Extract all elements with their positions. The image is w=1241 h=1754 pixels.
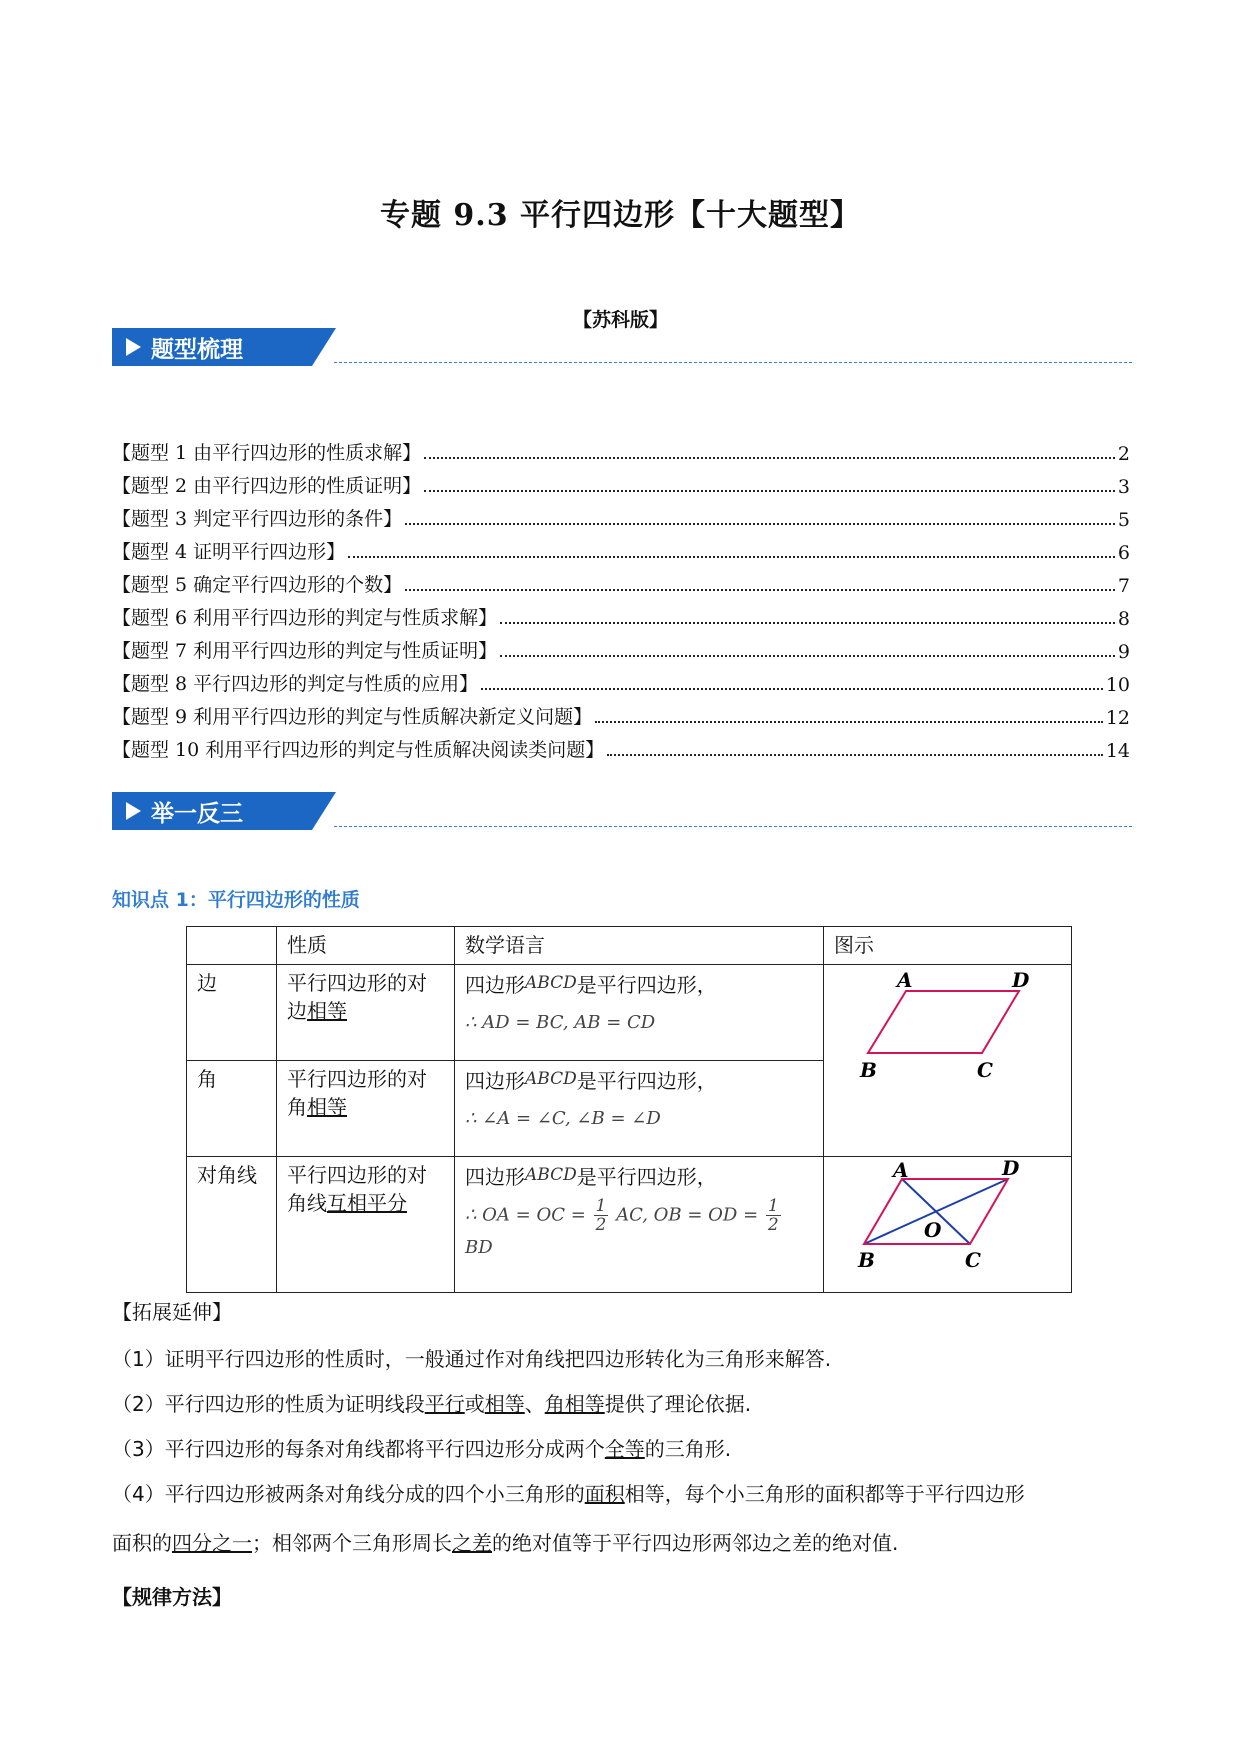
properties-table (186, 926, 1072, 1293)
vertex-label-a: A (893, 1158, 909, 1182)
table-header-cell: 性质 (277, 927, 455, 965)
toc-item[interactable]: 【题型 1 由平行四边形的性质求解】 2 (112, 442, 1130, 465)
vertex-label-c: C (965, 1248, 981, 1272)
banner-label: 题型梳理 (151, 336, 243, 363)
section-banner-examples (112, 792, 1132, 830)
page-title: 专题 9.3 平行四边形【十大题型】 (379, 198, 862, 233)
toc-item[interactable]: 【题型 7 利用平行四边形的判定与性质证明】 9 (112, 640, 1130, 663)
toc-item[interactable]: 【题型 6 利用平行四边形的判定与性质求解】 8 (112, 607, 1130, 630)
method-heading: 【规律方法】 (112, 1585, 232, 1609)
table-row: 角 平行四边形的对角相等 四边形$^{ABCD}$是平行四边形， ∴ ∠A = ∠C, ∠B = ∠D (187, 1061, 1072, 1157)
play-triangle-icon (126, 802, 141, 820)
parallelogram-figure (824, 965, 1072, 1157)
toc-item[interactable]: 【题型 5 确定平行四边形的个数】 7 (112, 574, 1130, 597)
vertex-label-c: C (977, 1058, 993, 1082)
banner-label: 举一反三 (151, 800, 243, 827)
edition-label: 【苏科版】 (572, 309, 668, 331)
vertex-label-a: A (897, 968, 913, 992)
table-row: 边 平行四边形的对边相等 四边形$^{ABCD}$是平行四边形， ∴ AD = BC, AB = CD A D B C (187, 965, 1072, 1061)
extension-item: （1）证明平行四边形的性质时，一般通过作对角线把四边形转化为三角形来解答. (112, 1347, 832, 1371)
extension-item-continued: 面积的四分之一；相邻两个三角形周长之差的绝对值等于平行四边形两邻边之差的绝对值. (112, 1531, 899, 1555)
table-header-cell: 图示 (824, 927, 1072, 965)
parallelogram-diagram (824, 965, 1071, 1149)
toc-item[interactable]: 【题型 2 由平行四边形的性质证明】 3 (112, 475, 1130, 498)
extension-heading: 【拓展延伸】 (112, 1300, 232, 1324)
parallelogram-shape (868, 991, 1019, 1053)
table-header-cell (187, 927, 277, 965)
toc-item[interactable]: 【题型 3 判定平行四边形的条件】 5 (112, 508, 1130, 531)
diagonal-figure (824, 1157, 1072, 1293)
diagonal-formula: ∴ OA = OC = $\frac{1}{2}$ AC, OB = OD = $\frac{1}{2}$ BD (465, 1196, 779, 1258)
table-of-contents (112, 432, 1130, 762)
extension-item: （3）平行四边形的每条对角线都将平行四边形分成两个全等的三角形. (112, 1437, 732, 1461)
toc-item[interactable]: 【题型 10 利用平行四边形的判定与性质解决阅读类问题】 14 (112, 739, 1130, 762)
extension-item: （2）平行四边形的性质为证明线段平行或相等、角相等提供了理论依据. (112, 1392, 752, 1416)
toc-item[interactable]: 【题型 8 平行四边形的判定与性质的应用】 10 (112, 673, 1130, 696)
vertex-label-d: D (1012, 968, 1030, 992)
dashed-divider (334, 826, 1132, 827)
dashed-divider (334, 362, 1132, 363)
toc-item[interactable]: 【题型 9 利用平行四边形的判定与性质解决新定义问题】 12 (112, 706, 1130, 729)
section-banner-toc (112, 328, 1132, 366)
vertex-label-b: B (858, 1248, 875, 1272)
vertex-label-b: B (860, 1058, 877, 1082)
extension-item: （4）平行四边形被两条对角线分成的四个小三角形的面积相等，每个小三角形的面积都等于平行四边形 (112, 1482, 1025, 1506)
toc-item[interactable]: 【题型 4 证明平行四边形】 6 (112, 541, 1130, 564)
center-label-o: O (924, 1218, 942, 1242)
table-row: 对角线 平行四边形的对角线互相平分 四边形$^{ABCD}$是平行四边形， ∴ OA = OC = $\frac{1}{2}$ AC, OB = OD = $\frac{1}{2}$ BD A D O B C (187, 1157, 1072, 1293)
vertex-label-d: D (1002, 1157, 1020, 1180)
parallelogram-diagonals-diagram (824, 1157, 1071, 1285)
play-triangle-icon (126, 338, 141, 356)
knowledge-point-heading: 知识点 1：平行四边形的性质 (112, 889, 360, 911)
table-header-cell: 数学语言 (455, 927, 824, 965)
